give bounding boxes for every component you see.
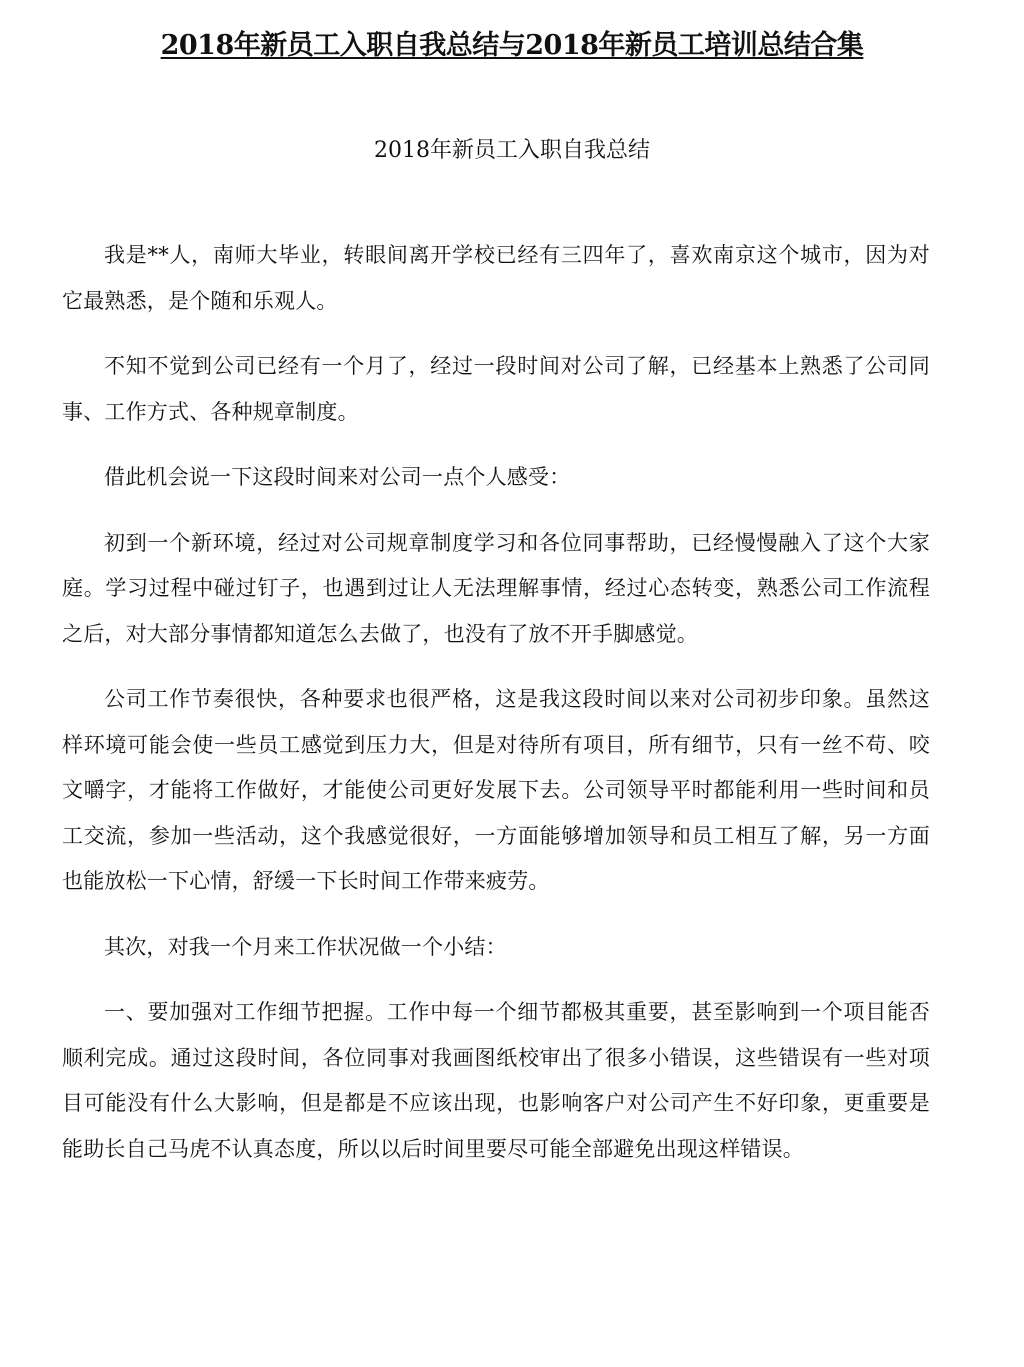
paragraph: 初到一个新环境，经过对公司规章制度学习和各位同事帮助，已经慢慢融入了这个大家庭。学习过程中碰过钉子，也遇到过让人无法理解事情，经过心态转变，熟悉公司工作流程之后，对大部分事情都知道怎么去做了，也没有了放不开手脚感觉。 [62,530,930,646]
paragraph: 借此机会说一下这段时间来对公司一点个人感受： [104,465,571,489]
paragraph: 我是**人，南师大毕业，转眼间离开学校已经有三四年了，喜欢南京这个城市，因为对它最熟悉，是个随和乐观人。 [62,243,930,313]
paragraph: 一、要加强对工作细节把握。工作中每一个细节都极其重要，甚至影响到一个项目能否顺利完成。通过这段时间，各位同事对我画图纸校审出了很多小错误，这些错误有一些对项目可能没有什么大影响，但是都是不应该出现，也影响客户对公司产生不好印象，更重要是能助长自己马虎不认真态度，所以以后时间里要尽可能全部避免出现这样错误。 [62,1000,930,1161]
section-title: 2018年新员工入职自我总结 [374,138,650,163]
paragraph: 其次，对我一个月来工作状况做一个小结： [104,934,507,959]
paragraph: 公司工作节奏很快，各种要求也很严格，这是我这段时间以来对公司初步印象。虽然这样环境可能会使一些员工感觉到压力大，但是对待所有项目，所有细节，只有一丝不苟、咬文嚼字，才能将工作做好，才能使公司更好发展下去。公司领导平时都能利用一些时间和员工交流，参加一些活动，这个我感觉很好，一方面能够增加领导和员工相互了解，另一方面也能放松一下心情，舒缓一下长时间工作带来疲劳。 [62,687,930,893]
paragraph: 不知不觉到公司已经有一个月了，经过一段时间对公司了解，已经基本上熟悉了公司同事、工作方式、各种规章制度。 [62,354,930,424]
document-title: 2018年新员工入职自我总结与2018年新员工培训总结合集 [160,30,864,61]
document-body [62,233,930,1192]
